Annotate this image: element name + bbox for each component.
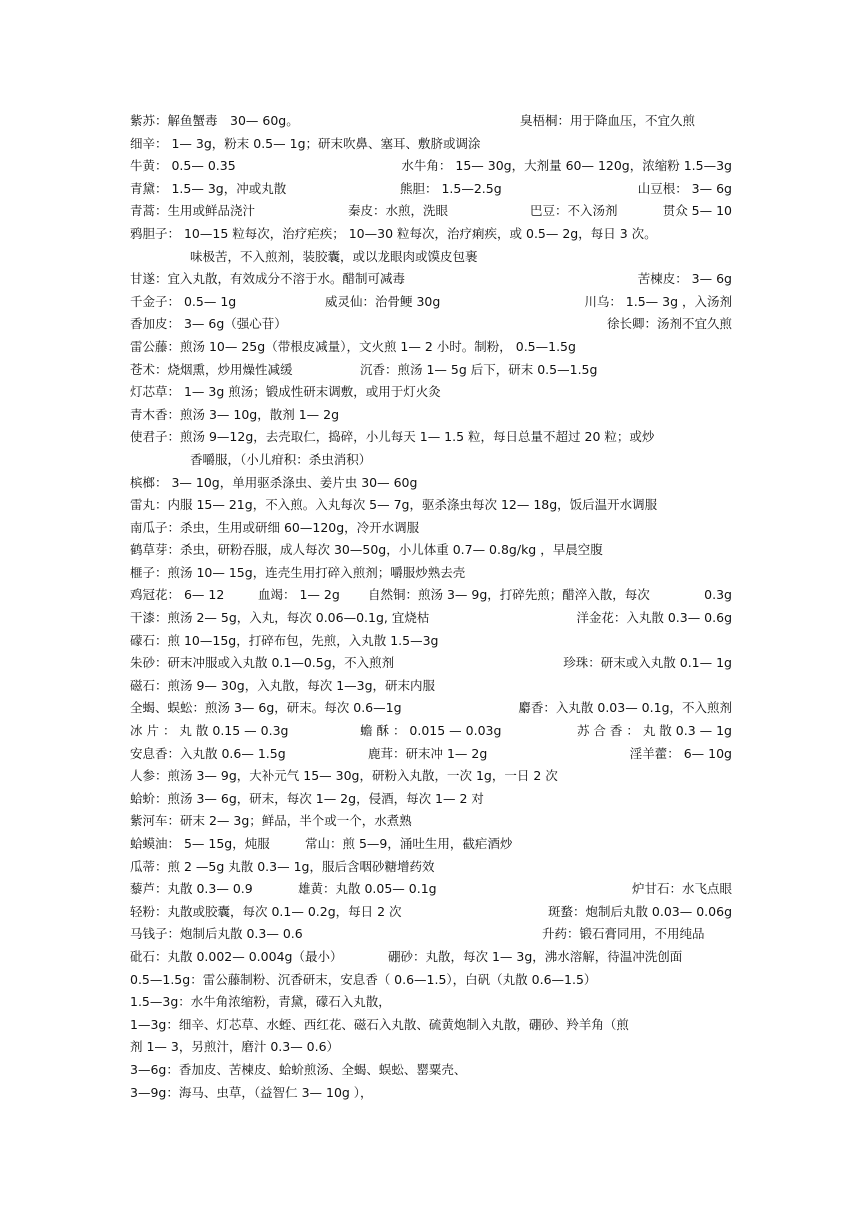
line-31 [130, 788, 732, 811]
line-16 [130, 449, 732, 472]
line-42 [130, 1036, 732, 1059]
text-shuiniujiao: 水牛角： 15— 30g，大剂量 60— 120g，浓缩粉 1.5—3g [401, 158, 732, 174]
text-summary-3-6g: 3—6g：香加皮、苦楝皮、蛤蚧煎汤、全蝎、蜈蚣、罂粟壳、 [130, 1061, 467, 1077]
line-28 [130, 720, 732, 743]
line-40 [130, 991, 732, 1014]
line-27 [130, 697, 732, 720]
text-niuhuang: 牛黄： 0.5— 0.35 [130, 158, 236, 174]
line-32 [130, 810, 732, 833]
text-summary-1-3g: 1—3g：细辛、灯芯草、水蛭、西红花、磁石入丸散、硫黄炮制入丸散，硼砂、羚羊角（煎 [130, 1016, 629, 1032]
text-quanxie-wugong: 全蝎、蜈蚣：煎汤 3— 6g，研末。每次 0.6—1g [130, 700, 402, 716]
line-36 [130, 901, 732, 924]
line-11 [130, 336, 732, 359]
line-15 [130, 426, 732, 449]
text-dengxincao: 灯芯草： 1— 3g 煎汤；锻成性研末调敷，或用于灯火灸 [130, 384, 441, 400]
text-bingpian: 冰 片 ： 丸 散 0.15 — 0.3g [130, 723, 289, 739]
text-zirantong-dose: 0.3g [704, 587, 732, 603]
line-25 [130, 652, 732, 675]
line-14 [130, 404, 732, 427]
text-guadi: 瓜蒂：煎 2 —5g 丸散 0.3— 1g，服后含咽砂糖增药效 [130, 858, 435, 874]
line-09 [130, 291, 732, 314]
text-badou: 巴豆：不入汤剂 [530, 203, 618, 219]
line-39 [130, 969, 732, 992]
line-17 [130, 472, 732, 495]
text-qingfen: 轻粉：丸散或胶囊，每次 0.1— 0.2g，每日 2 次 [130, 903, 402, 919]
text-renshen: 人参：煎汤 3— 9g，大补元气 15— 30g，研粉入丸散，一次 1g，一日 2 次 [130, 768, 558, 784]
line-08 [130, 268, 732, 291]
text-pishi: 砒石：丸散 0.002— 0.004g（最小） [130, 948, 343, 964]
text-chenxiang: 沉香：煎汤 1— 5g 后下，研末 0.5—1.5g [360, 361, 598, 377]
document-page [130, 110, 732, 1104]
line-04 [130, 178, 732, 201]
text-shexiang: 麝香：入丸散 0.03— 0.1g，不入煎剂 [518, 700, 732, 716]
text-qianjinzi: 千金子： 0.5— 1g [130, 293, 237, 309]
line-43 [130, 1059, 732, 1082]
text-summary-3-9g: 3—9g：海马、虫草，（益智仁 3— 10g ）， [130, 1084, 373, 1100]
text-qingdai: 青黛： 1.5— 3g，冲或丸散 [130, 180, 287, 196]
line-01 [130, 110, 732, 133]
text-hecaoya: 鹤草芽：杀虫，研粉吞服，成人每次 30—50g，小儿体重 0.7— 0.8g/kg ，早晨空腹 [130, 542, 603, 558]
text-hamayou: 蛤蟆油： 5— 15g，炖服 [130, 836, 270, 851]
text-qingmuxiang: 青木香：煎汤 3— 10g，散剂 1— 2g [130, 406, 340, 422]
text-shijunzi: 使君子：煎汤 9—12g，去壳取仁，捣碎，小儿每天 1— 1.5 粒，每日总量不超过 20 粒；或炒 [130, 429, 655, 445]
text-suhexiang: 苏 合 香 ： 丸 散 0.3 — 1g [576, 723, 732, 739]
text-yadanzi: 鸦胆子： 10—15 粒每次，治疗疟疾； 10—30 粒每次，治疗痢疾，或 0.5— 2g，每日 3 次。 [130, 225, 657, 241]
line-18 [130, 494, 732, 517]
text-xiangjiapi: 香加皮： 3— 6g（强心苷） [130, 316, 287, 332]
text-xuejie: 血竭： 1— 2g [258, 587, 340, 603]
text-jiguanhua: 鸡冠花： 6— 12 [130, 587, 225, 603]
text-weilingxian: 威灵仙：治骨鲠 30g [325, 293, 441, 309]
text-lilu: 藜芦：丸散 0.3— 0.9 [130, 881, 253, 897]
text-gansui: 甘遂：宜入丸散，有效成分不溶于水。醋制可减毒 [130, 271, 406, 287]
text-zhenzhu: 珍珠：研末或入丸散 0.1— 1g [563, 655, 732, 671]
line-20 [130, 539, 732, 562]
text-zhusha: 朱砂：研末冲服或入丸散 0.1—0.5g，不入煎剂 [130, 655, 395, 671]
text-chansu: 蟾 酥 ： 0.015 — 0.03g [360, 723, 502, 739]
text-zisu: 紫苏：解鱼蟹毒 30— 60g。 [130, 113, 299, 128]
text-yadanzi-cont: 味极苦，不入煎剂，装胶囊，或以龙眼肉或馍皮包裹 [190, 248, 478, 264]
text-xuchangqing: 徐长卿：汤剂不宜久煎 [606, 316, 732, 332]
text-gejie: 蛤蚧：煎汤 3— 6g，研末，每次 1— 2g，侵酒，每次 1— 2 对 [130, 790, 484, 806]
line-02 [130, 133, 732, 156]
text-qinghao: 青蒿：生用或鲜品浇汁 [130, 203, 256, 219]
text-shengyao: 升药：锻石膏同用，不用纯品 [542, 926, 705, 942]
line-41 [130, 1014, 732, 1037]
text-ziheche: 紫河车：研末 2— 3g；鲜品，半个或一个，水煮熟 [130, 813, 412, 829]
line-03 [130, 155, 732, 178]
line-13 [130, 381, 732, 404]
text-chouwutong: 臭梧桐：用于降血压，不宜久煎 [520, 113, 696, 128]
line-10 [130, 313, 732, 336]
line-24 [130, 630, 732, 653]
text-guanzhong: 贯众 5— 10 [662, 203, 732, 219]
line-07 [130, 246, 732, 269]
text-yangjinhua: 洋金花：入丸散 0.3— 0.6g [576, 610, 732, 626]
text-mengshi: 礞石：煎 10—15g，打碎布包，先煎，入丸散 1.5—3g [130, 632, 439, 648]
text-qinpi: 秦皮：水煎，洗眼 [348, 203, 449, 219]
text-cishi: 磁石：煎汤 9— 30g，入丸散，每次 1—3g，研末内服 [130, 677, 436, 693]
line-22 [130, 584, 732, 607]
line-19 [130, 517, 732, 540]
text-cangzhu: 苍术：烧烟熏，炒用燥性减缓 [130, 361, 293, 377]
line-05 [130, 200, 732, 223]
text-shandougen: 山豆根： 3— 6g [637, 180, 732, 196]
text-summary-0.5-1.5g: 0.5—1.5g：雷公藤制粉、沉香研末，安息香（ 0.6—1.5），白矾（丸散 0.6—1.5） [130, 971, 597, 987]
line-23 [130, 607, 732, 630]
line-30 [130, 765, 732, 788]
text-luganshi: 炉甘石：水飞点眼 [631, 881, 732, 897]
text-lurong: 鹿茸：研末冲 1— 2g [368, 745, 488, 761]
line-26 [130, 675, 732, 698]
text-summary-1.5-3g: 1.5—3g：水牛角浓缩粉，青黛，礞石入丸散， [130, 994, 391, 1010]
text-yinyanghuo: 淫羊藿： 6— 10g [629, 745, 732, 761]
line-35 [130, 878, 732, 901]
text-summary-1-3g-cont: 剂 1— 3，另煎汁，磨汁 0.3— 0.6） [130, 1039, 340, 1055]
text-xionghuang: 雄黄：丸散 0.05— 0.1g [298, 881, 437, 897]
text-binglang: 槟榔： 3— 10g，单用驱杀涤虫、姜片虫 30— 60g [130, 474, 418, 490]
line-38 [130, 946, 732, 969]
line-06 [130, 223, 732, 246]
text-leigongteng: 雷公藤：煎汤 10— 25g（带根皮减量），文火煎 1— 2 小时。制粉， 0.5—1.5g [130, 338, 576, 354]
text-shijunzi-cont: 香嚼服，（小儿疳积：杀虫消积） [190, 451, 372, 467]
line-12 [130, 359, 732, 382]
line-29 [130, 743, 732, 766]
text-feizi: 榧子：煎汤 10— 15g，连壳生用打碎入煎剂；嚼服炒熟去壳 [130, 564, 466, 580]
text-changshan: 常山：煎 5—9，涌吐生用，截疟酒炒 [305, 836, 513, 851]
line-21 [130, 562, 732, 585]
text-kulianpi: 苦楝皮： 3— 6g [637, 271, 732, 287]
line-34 [130, 856, 732, 879]
text-banmao: 斑蝥：炮制后丸散 0.03— 0.06g [547, 903, 732, 919]
line-44 [130, 1082, 732, 1105]
text-xiongdan: 熊胆： 1.5—2.5g [400, 180, 502, 196]
text-chuanwu: 川乌： 1.5— 3g ，入汤剂 [584, 293, 732, 309]
text-pengsha: 硼砂：丸散，每次 1— 3g，沸水溶解，待温冲洗创面 [388, 948, 683, 964]
text-maqianzi: 马钱子：炮制后丸散 0.3— 0.6 [130, 926, 303, 942]
text-xixin: 细辛： 1— 3g，粉末 0.5— 1g；研末吹鼻、塞耳、敷脐或调涂 [130, 135, 481, 151]
text-leiwan: 雷丸：内服 15— 21g，不入煎。入丸每次 5— 7g，驱杀涤虫每次 12— 18g，饭后温开水调服 [130, 497, 658, 513]
text-anxixiang: 安息香：入丸散 0.6— 1.5g [130, 745, 286, 761]
text-zirantong: 自然铜：煎汤 3— 9g，打碎先煎；醋淬入散，每次 [368, 587, 650, 603]
line-37 [130, 923, 732, 946]
text-ganqi: 干漆：煎汤 2— 5g，入丸，每次 0.06—0.1g, 宜烧枯 [130, 610, 430, 626]
line-33 [130, 833, 732, 856]
text-nanguazi: 南瓜子：杀虫，生用或研细 60—120g，冷开水调服 [130, 519, 420, 535]
